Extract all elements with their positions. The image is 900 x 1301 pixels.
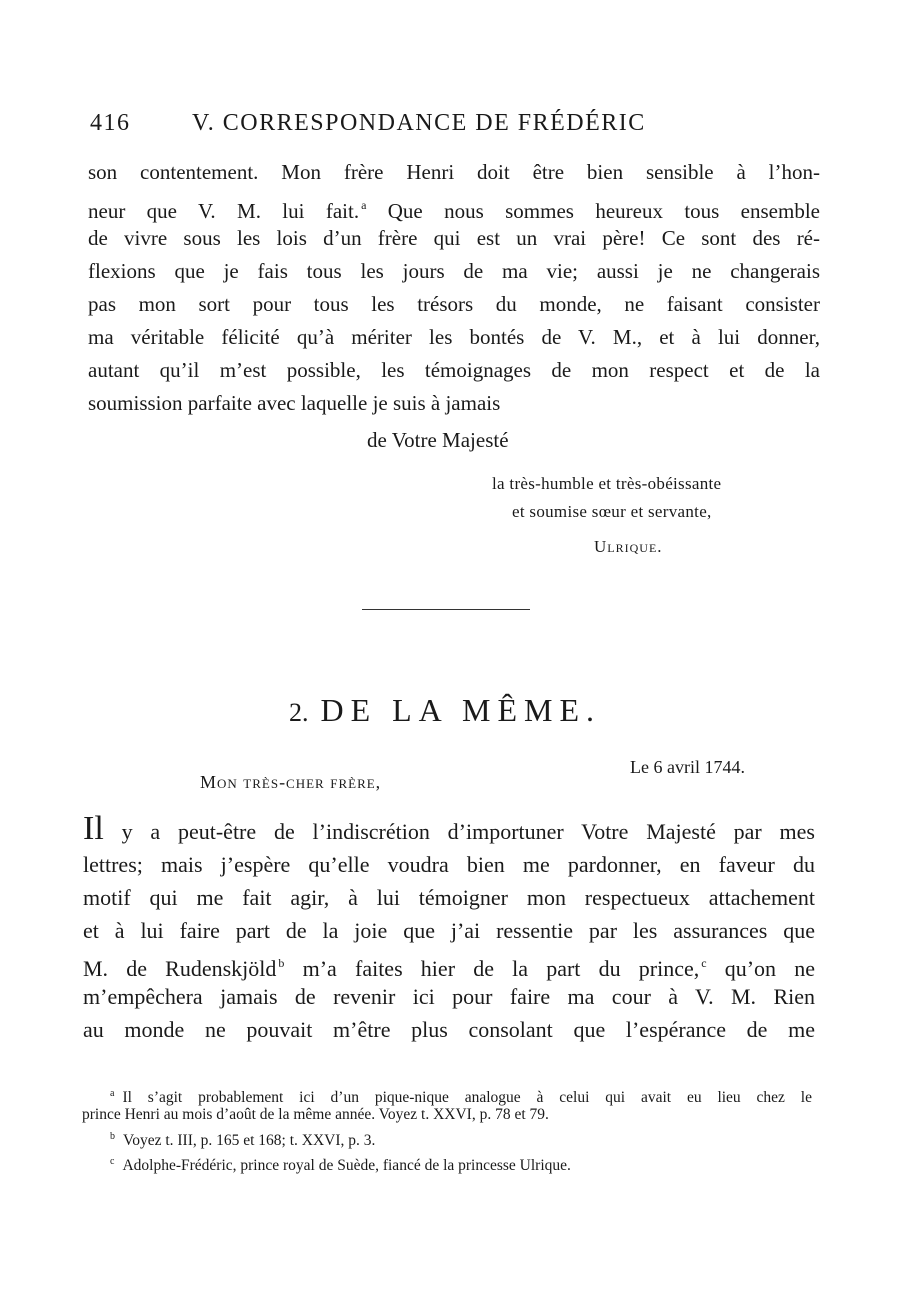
signature-line: et soumise sœur et servante,	[512, 502, 712, 521]
letter1-line: soumission parfaite avec laquelle je suis à jamais	[88, 391, 501, 415]
page-number: 416	[90, 110, 131, 136]
footnote-a-continued: prince Henri au mois d’août de la même année. Voyez t. XXVI, p. 78 et 79.	[82, 1106, 549, 1123]
letter2-line: Il y a peut-être de l’indiscrétion d’importuner Votre Majesté par mes	[83, 810, 815, 847]
letter1-line: ma véritable félicité qu’à mériter les bontés de V. M., et à lui donner,	[88, 325, 820, 349]
letter1-line: neur que V. M. lui fait. $^a$ Que nous sommes heureux tous ensemble	[88, 198, 820, 223]
letter1-line: de vivre sous les lois d’un frère qui est un vrai père! Ce sont des ré-	[88, 226, 820, 250]
letter1-line: pas mon sort pour tous les trésors du monde, ne faisant consister	[88, 292, 820, 316]
letter-number: 2.	[288, 698, 309, 727]
letter-date: Le 6 avril 1744.	[630, 757, 745, 777]
signature-name: Ulrique.	[594, 537, 663, 556]
salutation: Mon très-cher frère,	[200, 772, 382, 792]
signature-line: la très-humble et très-obéissante	[492, 474, 722, 493]
letter1-line: autant qu’il m’est possible, les témoignages de mon respect et de la	[88, 358, 820, 382]
drop-cap: Il	[83, 810, 104, 847]
letter1-line: flexions que je fais tous les jours de ma vie; aussi je ne changerais	[88, 259, 820, 283]
running-head	[90, 110, 730, 137]
footnote-ref-c[interactable]: c	[701, 956, 707, 970]
letter1-closing: de Votre Majesté	[367, 428, 509, 452]
letter2-line: et à lui faire part de la joie que j’ai ressentie par les assurances que	[83, 918, 815, 943]
letter2-line: lettres; mais j’espère qu’elle voudra bien me pardonner, en faveur du	[83, 852, 815, 877]
letter2-line: m’empêchera jamais de revenir ici pour faire ma cour à V. M. Rien	[83, 984, 815, 1009]
running-title: V. CORRESPONDANCE DE FRÉDÉRIC	[192, 110, 646, 136]
letter2-line: M. de Rudenskjöld $^b$ m’a faites hier de la part du prince, $^c$ qu’on ne	[83, 956, 816, 981]
footnote-a: $^a$ Il s’agit probablement ici d’un pique-nique analogue à celui qui avait eu lieu chez le	[110, 1088, 812, 1106]
letter-heading	[0, 692, 890, 729]
footnote-c: $^c$ Adolphe-Frédéric, prince royal de Suède, fiancé de la princesse Ulrique.	[110, 1156, 571, 1174]
letter2-line: au monde ne pouvait m’être plus consolant que l’espérance de me	[83, 1017, 815, 1042]
letter-title: DE LA MÊME.	[320, 692, 602, 728]
section-divider	[362, 609, 530, 610]
footnote-b: $^b$ Voyez t. III, p. 165 et 168; t. XXVI, p. 3.	[110, 1131, 376, 1149]
footnote-ref-b[interactable]: b	[278, 956, 285, 970]
letter2-line: motif qui me fait agir, à lui témoigner mon respectueux attachement	[83, 885, 815, 910]
letter1-line: son contentement. Mon frère Henri doit être bien sensible à l’hon-	[88, 160, 820, 184]
footnote-ref-a[interactable]: a	[361, 198, 367, 212]
